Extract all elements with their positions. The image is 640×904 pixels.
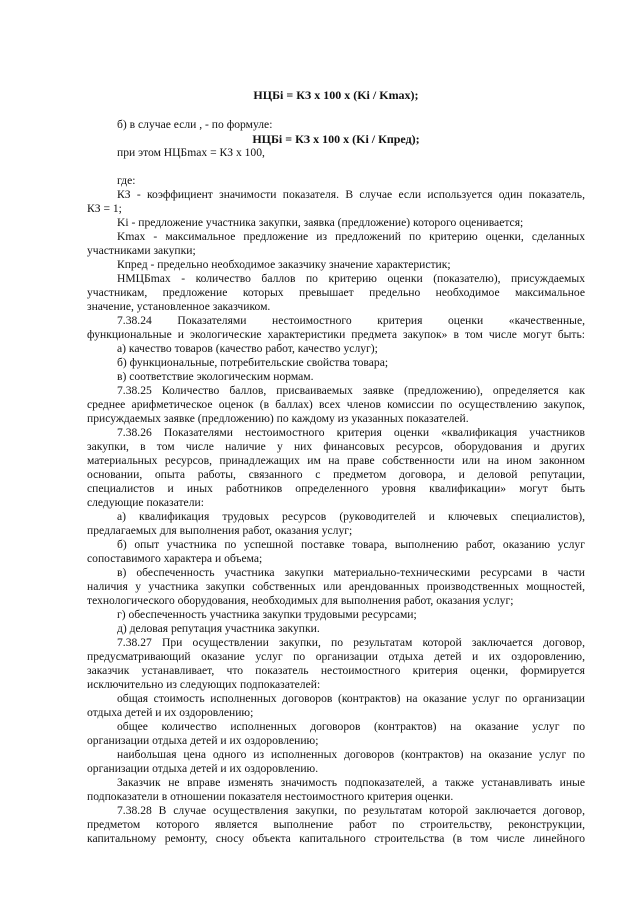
text-line: общее количество исполненных договоров (контрактов) на оказание услуг по — [117, 720, 585, 733]
text-line: присуждаемых заявке (предложению) по каждому из указанных показателей. — [87, 412, 469, 425]
case-b-text: б) в случае если , - по формуле: — [117, 118, 273, 131]
text-line: предусматривающий оказание услуг по организации отдыха детей и их оздоровлению, — [87, 650, 585, 663]
text-line: Kmax - максимальное предложение из предложений по критерию оценки, сделанных — [117, 230, 585, 243]
formula-kpred: НЦБi = КЗ x 100 x (Ki / Кпред); — [252, 132, 420, 146]
ncb-max-note: при этом НЦБmax = КЗ x 100, — [117, 146, 265, 159]
text-line: заказчик устанавливает, что показатель нестоимостного критерия оценки, формируется — [87, 664, 585, 677]
text-line: Кпред - предельно необходимое заказчику значение характеристик; — [117, 258, 451, 271]
text-line: НМЦБmax - количество баллов по критерию оценки (показателю), присуждаемых — [117, 272, 585, 285]
text-line: наибольшая цена одного из исполненных договоров (контрактов) на оказание услуг по — [117, 748, 585, 761]
text-line: а) квалификация трудовых ресурсов (руководителей и ключевых специалистов), — [117, 510, 585, 523]
text-line: организации отдыха детей и их оздоровлению; — [87, 734, 319, 747]
formula-kmax: НЦБi = КЗ x 100 x (Ki / Kmax); — [253, 88, 419, 102]
text-line: закупки, в том числе наличие у них финансовых ресурсов, оборудования и других — [87, 440, 585, 453]
text-line: общая стоимость исполненных договоров (контрактов) на оказание услуг по организации — [117, 692, 585, 705]
text-line: г) обеспеченность участника закупки трудовыми ресурсами; — [117, 608, 417, 621]
text-line: функциональные и экологические характеристики предмета закупок» в том числе могут быть: — [87, 328, 585, 341]
text-line: а) качество товаров (качество работ, качество услуг); — [117, 342, 378, 355]
text-line: участниками закупки; — [87, 244, 196, 257]
text-line: наличия у участника закупки собственных или арендованных производственных мощностей, — [87, 580, 585, 593]
text-line: 7.38.27 При осуществлении закупки, по результатам которой заключается договор, — [117, 636, 585, 649]
text-line: капитальному ремонту, сносу объекта капитального строительства (в том числе линейного — [87, 832, 585, 845]
text-line: КЗ = 1; — [87, 202, 122, 215]
text-line: 7.38.26 Показателями нестоимостного критерия оценки «квалификация участников — [117, 426, 585, 439]
text-line: Заказчик не вправе изменять значимость подпоказателей, а также устанавливать иные — [117, 776, 585, 789]
text-line: специалистов и иных работников определенного уровня квалификации» могут быть — [87, 482, 585, 495]
text-line: предлагаемых для выполнения работ, оказания услуг; — [87, 524, 353, 537]
text-line: 7.38.24 Показателями нестоимостного критерия оценки «качественные, — [117, 314, 585, 327]
text-line: технологического оборудования, необходимых для выполнения работ, оказания услуг; — [87, 594, 514, 607]
text-line: значение, установленное заказчиком. — [87, 300, 271, 313]
text-line: в) соответствие экологическим нормам. — [117, 370, 314, 383]
text-line: д) деловая репутация участника закупки. — [117, 622, 320, 635]
text-line: отдыха детей и их оздоровлению; — [87, 706, 254, 719]
text-line: сопоставимого характера и объема; — [87, 552, 263, 565]
text-line: подпоказатели в отношении показателя нестоимостного критерия оценки. — [87, 790, 454, 803]
text-line: КЗ - коэффициент значимости показателя. В случае если используется один показатель, — [117, 188, 585, 201]
text-line: 7.38.25 Количество баллов, присваиваемых заявке (предложению), определяется как — [117, 384, 585, 397]
text-line: предметом которого является выполнение работ по строительству, реконструкции, — [87, 818, 585, 831]
text-line: 7.38.28 В случае осуществления закупки, по результатам которой заключается договор, — [117, 804, 585, 817]
text-line: б) функциональные, потребительские свойства товара; — [117, 356, 389, 369]
text-line: среднее арифметическое оценок (в баллах) всех членов комиссии по осуществлению закупок, — [87, 398, 585, 411]
text-line: основании, опыта работы, связанного с предметом договора, и деловой репутации, — [87, 468, 585, 481]
text-line: следующие показатели: — [87, 496, 204, 509]
where-label: где: — [117, 174, 136, 187]
text-line: в) обеспеченность участника закупки материально-техническими ресурсами в части — [117, 566, 585, 579]
text-line: исключительно из следующих подпоказателей: — [87, 678, 321, 691]
text-line: материальных ресурсов, принадлежащих им на праве собственности или на ином законном — [87, 454, 585, 467]
text-line: Ki - предложение участника закупки, заявка (предложение) которого оценивается; — [117, 216, 524, 229]
text-line: участникам, предложение которых превышает предельно необходимое максимальное — [87, 286, 585, 299]
text-line: б) опыт участника по успешной поставке товара, выполнению работ, оказанию услуг — [117, 538, 585, 551]
text-line: организации отдыха детей и их оздоровлению. — [87, 762, 319, 775]
